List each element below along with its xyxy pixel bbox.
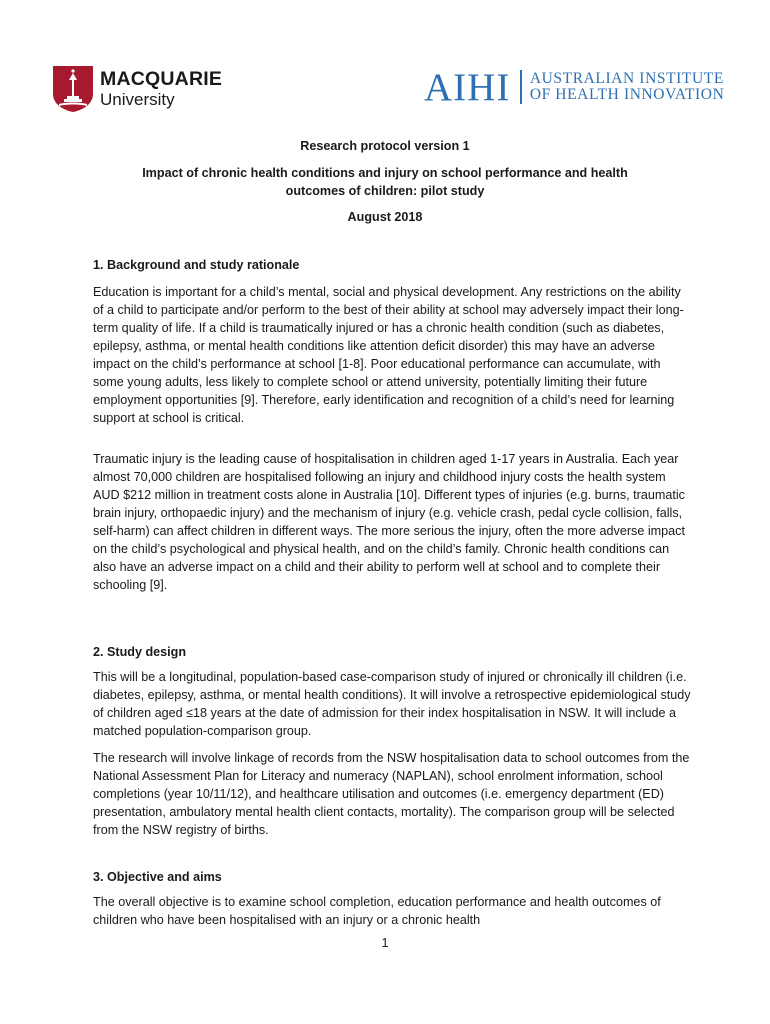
protocol-version: Research protocol version 1 [300, 139, 470, 153]
macquarie-name: MACQUARIE [100, 67, 223, 90]
section-2-heading: 2. Study design [93, 645, 187, 659]
section-1-paragraph-2: Traumatic injury is the leading cause of hospitalisation in children aged 1-17 years in Australia. Each year almost 70,000 children are hospitalised following an injury and childhood injury costs the health system AUD $212 million in treatment costs alone in Australia [10]. Different types of injuries (e.g. burns, traumatic brain injury, orthopaedic injury) and the mechanism of injury (e.g. vehicle crash, pedal cycle collision, falls, self-harm) can affect children in different ways. The more serious the injury, often the more adverse impact on the child’s psychological and physical health, and on the child’s family. Chronic health conditions can also have an adverse impact on a child and their ability to perform well at school and to complete their schooling [9]. [93, 452, 685, 592]
section-1-heading: 1. Background and study rationale [93, 258, 300, 272]
title-line-2: outcomes of children: pilot study [285, 184, 485, 198]
aihi-divider [520, 70, 522, 104]
aihi-logo [424, 65, 725, 109]
page-number: 1 [381, 936, 389, 950]
aihi-line-2: OF HEALTH INNOVATION [529, 86, 725, 103]
aihi-mark: AIHI [424, 65, 511, 109]
title-date: August 2018 [347, 210, 423, 224]
section-3-paragraph-1: The overall objective is to examine school completion, education performance and health outcomes of children who have been hospitalised with an injury or a chronic health [93, 895, 661, 927]
section-2-paragraph-1: This will be a longitudinal, population-based case-comparison study of injured or chronically ill children (i.e. diabetes, epilepsy, asthma, or mental health conditions). It will involve a retrospective epidemiological study of children aged ≤18 years at the date of admission for their index hospitalisation in NSW. It will include a matched population-comparison group. [93, 670, 691, 738]
section-2-paragraph-2: The research will involve linkage of records from the NSW hospitalisation data to school outcomes from the National Assessment Plan for Literacy and numeracy (NAPLAN), school enrolment information, school completions (year 10/11/12), and healthcare utilisation and outcomes (i.e. emergency department (ED) presentation, ambulatory mental health client contacts, mortality). The comparison group will be selected from the NSW registry of births. [93, 751, 690, 837]
macquarie-subtitle: University [100, 90, 175, 110]
macquarie-logo [53, 66, 222, 112]
macquarie-shield-icon [53, 66, 93, 112]
section-1-paragraph-1: Education is important for a child’s mental, social and physical development. Any restrictions on the ability of a child to participate and/or perform to the best of their ability at school may adversely impact their long-term quality of life. If a child is traumatically injured or has a chronic health condition (such as diabetes, epilepsy, asthma, or mental health conditions like attention deficit disorder) this may have an adverse impact on the child’s performance at school [1-8]. Poor educational performance can accumulate, with some young adults, less likely to complete school or attend university, potentially limiting their future employment opportunities [9]. Therefore, early identification and recognition of a child’s need for learning support at school is critical. [93, 285, 684, 425]
title-line-1: Impact of chronic health conditions and injury on school performance and health [142, 166, 628, 180]
aihi-line-1: AUSTRALIAN INSTITUTE [529, 70, 724, 87]
section-3-heading: 3. Objective and aims [93, 870, 222, 884]
aihi-fullname [530, 71, 725, 103]
